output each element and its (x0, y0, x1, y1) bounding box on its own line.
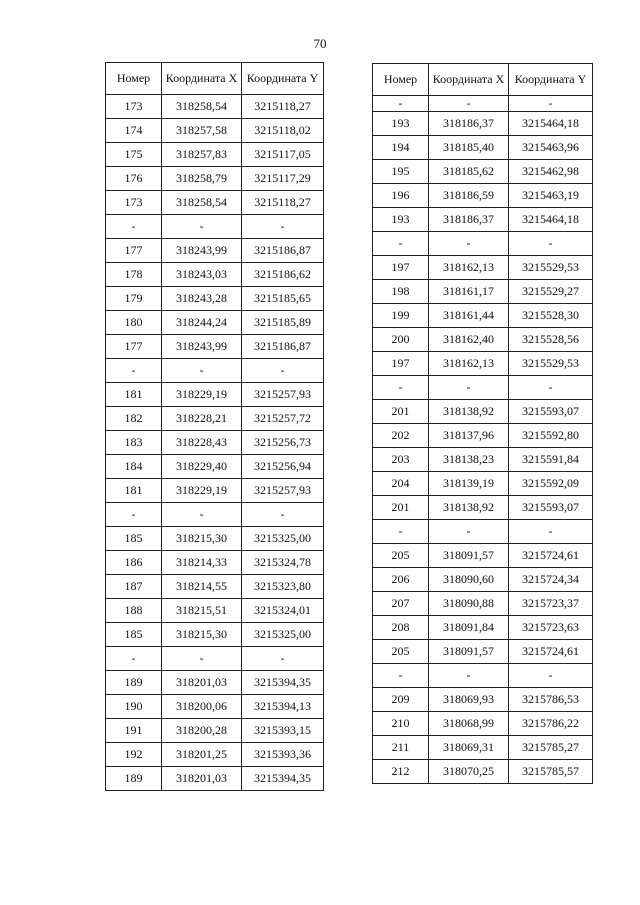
cell-number: - (106, 215, 162, 239)
table-row (106, 359, 324, 383)
table-row (106, 215, 324, 239)
cell-coord-y: - (242, 359, 324, 383)
cell-number: 192 (106, 743, 162, 767)
cell-coord-x: 318201,03 (162, 671, 242, 695)
cell-coord-y: 3215394,35 (242, 671, 324, 695)
cell-number: - (373, 232, 429, 256)
table-row (373, 232, 593, 256)
cell-coord-y: 3215463,96 (509, 136, 593, 160)
cell-coord-x: 318186,37 (429, 208, 509, 232)
table-row (373, 544, 593, 568)
cell-number: 187 (106, 575, 162, 599)
cell-coord-x: 318162,40 (429, 328, 509, 352)
cell-coord-x: 318138,92 (429, 496, 509, 520)
cell-coord-y: 3215785,27 (509, 736, 593, 760)
cell-coord-x: 318244,24 (162, 311, 242, 335)
cell-coord-y: 3215257,93 (242, 479, 324, 503)
cell-coord-y: 3215324,78 (242, 551, 324, 575)
cell-coord-x: - (162, 215, 242, 239)
table-row (106, 527, 324, 551)
cell-number: 186 (106, 551, 162, 575)
table-row (106, 143, 324, 167)
table-row (373, 688, 593, 712)
cell-number: - (106, 647, 162, 671)
cell-coord-y: 3215186,87 (242, 335, 324, 359)
table-header-row (373, 64, 593, 96)
cell-coord-x: 318068,99 (429, 712, 509, 736)
cell-coord-x: 318215,30 (162, 527, 242, 551)
cell-number: 207 (373, 592, 429, 616)
cell-coord-y: - (509, 232, 593, 256)
table-row (373, 400, 593, 424)
cell-coord-y: 3215324,01 (242, 599, 324, 623)
table-row (373, 112, 593, 136)
cell-coord-x: 318200,06 (162, 695, 242, 719)
cell-coord-y: 3215256,73 (242, 431, 324, 455)
table-row (373, 376, 593, 400)
cell-coord-y: 3215592,80 (509, 424, 593, 448)
cell-coord-x: 318186,59 (429, 184, 509, 208)
cell-coord-x: 318229,40 (162, 455, 242, 479)
table-row (106, 599, 324, 623)
cell-number: 173 (106, 191, 162, 215)
cell-number: 176 (106, 167, 162, 191)
cell-coord-y: 3215723,63 (509, 616, 593, 640)
cell-coord-y: 3215593,07 (509, 400, 593, 424)
header-coord-x: Координата X (162, 63, 242, 95)
cell-coord-x: 318243,99 (162, 239, 242, 263)
cell-coord-y: - (509, 664, 593, 688)
cell-coord-x: 318185,40 (429, 136, 509, 160)
table-row (373, 160, 593, 184)
table-row (106, 647, 324, 671)
cell-number: - (373, 520, 429, 544)
table-row (106, 695, 324, 719)
cell-number: - (106, 359, 162, 383)
cell-number: 205 (373, 544, 429, 568)
cell-coord-x: 318201,25 (162, 743, 242, 767)
cell-number: 209 (373, 688, 429, 712)
cell-coord-y: 3215462,98 (509, 160, 593, 184)
cell-coord-x: 318228,43 (162, 431, 242, 455)
table-row (373, 328, 593, 352)
header-coord-y: Координата Y (509, 64, 593, 96)
cell-coord-y: 3215785,57 (509, 760, 593, 784)
cell-coord-x: 318162,13 (429, 352, 509, 376)
cell-coord-y: 3215118,02 (242, 119, 324, 143)
cell-coord-x: 318215,30 (162, 623, 242, 647)
table-row (106, 623, 324, 647)
table-row (373, 256, 593, 280)
page-number: 70 (313, 36, 327, 51)
table-row (106, 575, 324, 599)
cell-coord-x: 318243,28 (162, 287, 242, 311)
cell-coord-y: 3215117,05 (242, 143, 324, 167)
cell-number: 189 (106, 767, 162, 791)
cell-number: 190 (106, 695, 162, 719)
cell-coord-x: 318090,60 (429, 568, 509, 592)
cell-coord-y: 3215186,62 (242, 263, 324, 287)
cell-coord-y: - (509, 520, 593, 544)
cell-coord-y: 3215464,18 (509, 208, 593, 232)
table-row (373, 448, 593, 472)
cell-coord-y: 3215528,56 (509, 328, 593, 352)
cell-coord-x: - (429, 520, 509, 544)
table-row (373, 96, 593, 112)
cell-coord-x: - (429, 376, 509, 400)
cell-number: - (373, 96, 429, 112)
cell-coord-y: 3215529,53 (509, 256, 593, 280)
cell-number: 206 (373, 568, 429, 592)
cell-coord-x: 318069,93 (429, 688, 509, 712)
table-row (373, 184, 593, 208)
cell-coord-y: 3215593,07 (509, 496, 593, 520)
cell-coord-x: 318091,57 (429, 640, 509, 664)
cell-coord-x: 318161,44 (429, 304, 509, 328)
cell-coord-y: 3215723,37 (509, 592, 593, 616)
cell-coord-y: 3215786,53 (509, 688, 593, 712)
table-row (373, 280, 593, 304)
cell-number: 182 (106, 407, 162, 431)
cell-number: 193 (373, 112, 429, 136)
cell-number: 194 (373, 136, 429, 160)
table-row (373, 760, 593, 784)
table-row (106, 551, 324, 575)
cell-number: 197 (373, 352, 429, 376)
cell-coord-x: - (429, 664, 509, 688)
table-row (106, 191, 324, 215)
table-row (373, 496, 593, 520)
cell-coord-x: 318215,51 (162, 599, 242, 623)
cell-coord-y: 3215118,27 (242, 95, 324, 119)
table-row (106, 263, 324, 287)
table-row (373, 472, 593, 496)
cell-coord-y: 3215256,94 (242, 455, 324, 479)
table-row (106, 431, 324, 455)
cell-number: 208 (373, 616, 429, 640)
cell-coord-y: 3215393,36 (242, 743, 324, 767)
table-row (106, 167, 324, 191)
cell-coord-y: 3215724,34 (509, 568, 593, 592)
table-row (106, 239, 324, 263)
cell-number: 183 (106, 431, 162, 455)
header-number: Номер (373, 64, 429, 96)
table-row (373, 592, 593, 616)
cell-coord-y: 3215592,09 (509, 472, 593, 496)
cell-number: 181 (106, 479, 162, 503)
cell-coord-x: 318201,03 (162, 767, 242, 791)
coordinates-table-right (372, 63, 593, 784)
cell-coord-x: 318257,58 (162, 119, 242, 143)
cell-number: 196 (373, 184, 429, 208)
cell-coord-y: 3215323,80 (242, 575, 324, 599)
table-row (373, 736, 593, 760)
table-row (106, 743, 324, 767)
cell-number: 184 (106, 455, 162, 479)
cell-coord-x: - (162, 503, 242, 527)
cell-number: 204 (373, 472, 429, 496)
cell-number: 201 (373, 400, 429, 424)
cell-number: 185 (106, 623, 162, 647)
cell-number: 191 (106, 719, 162, 743)
cell-number: 198 (373, 280, 429, 304)
cell-coord-x: 318258,79 (162, 167, 242, 191)
cell-coord-y: 3215529,27 (509, 280, 593, 304)
table-row (106, 287, 324, 311)
cell-coord-x: 318091,84 (429, 616, 509, 640)
cell-number: 185 (106, 527, 162, 551)
cell-coord-x: 318200,28 (162, 719, 242, 743)
cell-coord-x: 318243,99 (162, 335, 242, 359)
coordinates-table-left (105, 62, 324, 791)
cell-coord-y: 3215394,35 (242, 767, 324, 791)
cell-coord-y: - (509, 376, 593, 400)
cell-coord-x: 318258,54 (162, 191, 242, 215)
cell-number: 200 (373, 328, 429, 352)
cell-coord-y: 3215186,87 (242, 239, 324, 263)
cell-number: 195 (373, 160, 429, 184)
cell-number: 180 (106, 311, 162, 335)
cell-coord-y: - (242, 647, 324, 671)
table-row (373, 304, 593, 328)
cell-number: 202 (373, 424, 429, 448)
cell-coord-x: 318138,92 (429, 400, 509, 424)
table-row (106, 95, 324, 119)
cell-number: 178 (106, 263, 162, 287)
cell-coord-y: 3215185,89 (242, 311, 324, 335)
cell-coord-y: 3215393,15 (242, 719, 324, 743)
table-row (373, 616, 593, 640)
cell-coord-y: 3215786,22 (509, 712, 593, 736)
cell-number: 188 (106, 599, 162, 623)
cell-coord-x: 318229,19 (162, 383, 242, 407)
cell-number: 212 (373, 760, 429, 784)
cell-coord-y: 3215528,30 (509, 304, 593, 328)
cell-coord-x: 318090,88 (429, 592, 509, 616)
table-row (106, 311, 324, 335)
cell-coord-y: 3215464,18 (509, 112, 593, 136)
cell-coord-y: 3215724,61 (509, 544, 593, 568)
table-row (106, 479, 324, 503)
table-row (106, 335, 324, 359)
cell-coord-y: 3215325,00 (242, 623, 324, 647)
cell-number: 189 (106, 671, 162, 695)
table-row (373, 712, 593, 736)
cell-coord-x: 318243,03 (162, 263, 242, 287)
cell-number: 181 (106, 383, 162, 407)
table-row (106, 671, 324, 695)
cell-coord-x: 318138,23 (429, 448, 509, 472)
cell-coord-x: 318162,13 (429, 256, 509, 280)
cell-coord-x: 318228,21 (162, 407, 242, 431)
cell-number: 173 (106, 95, 162, 119)
cell-coord-x: - (162, 647, 242, 671)
cell-coord-y: 3215257,72 (242, 407, 324, 431)
cell-coord-y: - (509, 96, 593, 112)
header-coord-x: Координата X (429, 64, 509, 96)
table-row (106, 455, 324, 479)
table-row (106, 383, 324, 407)
cell-coord-x: 318069,31 (429, 736, 509, 760)
cell-coord-x: 318161,17 (429, 280, 509, 304)
cell-number: - (373, 376, 429, 400)
cell-coord-x: 318214,55 (162, 575, 242, 599)
cell-number: 201 (373, 496, 429, 520)
cell-coord-x: - (429, 96, 509, 112)
header-coord-y: Координата Y (242, 63, 324, 95)
cell-coord-y: 3215724,61 (509, 640, 593, 664)
cell-coord-y: 3215118,27 (242, 191, 324, 215)
cell-coord-y: 3215325,00 (242, 527, 324, 551)
cell-coord-x: 318139,19 (429, 472, 509, 496)
cell-coord-y: - (242, 503, 324, 527)
table-row (373, 520, 593, 544)
table-row (373, 424, 593, 448)
cell-number: 205 (373, 640, 429, 664)
cell-coord-y: - (242, 215, 324, 239)
cell-number: 177 (106, 335, 162, 359)
cell-number: - (106, 503, 162, 527)
cell-coord-x: 318070,25 (429, 760, 509, 784)
cell-coord-x: 318214,33 (162, 551, 242, 575)
table-row (373, 352, 593, 376)
table-row (373, 664, 593, 688)
table-row (106, 503, 324, 527)
table-row (106, 767, 324, 791)
cell-number: - (373, 664, 429, 688)
cell-coord-y: 3215463,19 (509, 184, 593, 208)
table-row (373, 640, 593, 664)
cell-coord-x: 318229,19 (162, 479, 242, 503)
cell-coord-x: 318137,96 (429, 424, 509, 448)
cell-number: 193 (373, 208, 429, 232)
table-row (373, 568, 593, 592)
header-number: Номер (106, 63, 162, 95)
cell-coord-x: - (162, 359, 242, 383)
cell-number: 177 (106, 239, 162, 263)
cell-coord-x: - (429, 232, 509, 256)
cell-number: 199 (373, 304, 429, 328)
cell-coord-y: 3215257,93 (242, 383, 324, 407)
cell-coord-y: 3215529,53 (509, 352, 593, 376)
cell-coord-y: 3215185,65 (242, 287, 324, 311)
cell-number: 197 (373, 256, 429, 280)
table-row (106, 407, 324, 431)
cell-coord-x: 318258,54 (162, 95, 242, 119)
cell-coord-x: 318091,57 (429, 544, 509, 568)
cell-number: 175 (106, 143, 162, 167)
cell-number: 174 (106, 119, 162, 143)
cell-number: 179 (106, 287, 162, 311)
table-row (373, 136, 593, 160)
table-row (373, 208, 593, 232)
cell-coord-y: 3215394,13 (242, 695, 324, 719)
cell-number: 210 (373, 712, 429, 736)
cell-coord-y: 3215591,84 (509, 448, 593, 472)
cell-number: 211 (373, 736, 429, 760)
table-row (106, 119, 324, 143)
cell-coord-x: 318257,83 (162, 143, 242, 167)
cell-coord-x: 318185,62 (429, 160, 509, 184)
cell-coord-y: 3215117,29 (242, 167, 324, 191)
cell-coord-x: 318186,37 (429, 112, 509, 136)
cell-number: 203 (373, 448, 429, 472)
table-row (106, 719, 324, 743)
table-header-row (106, 63, 324, 95)
